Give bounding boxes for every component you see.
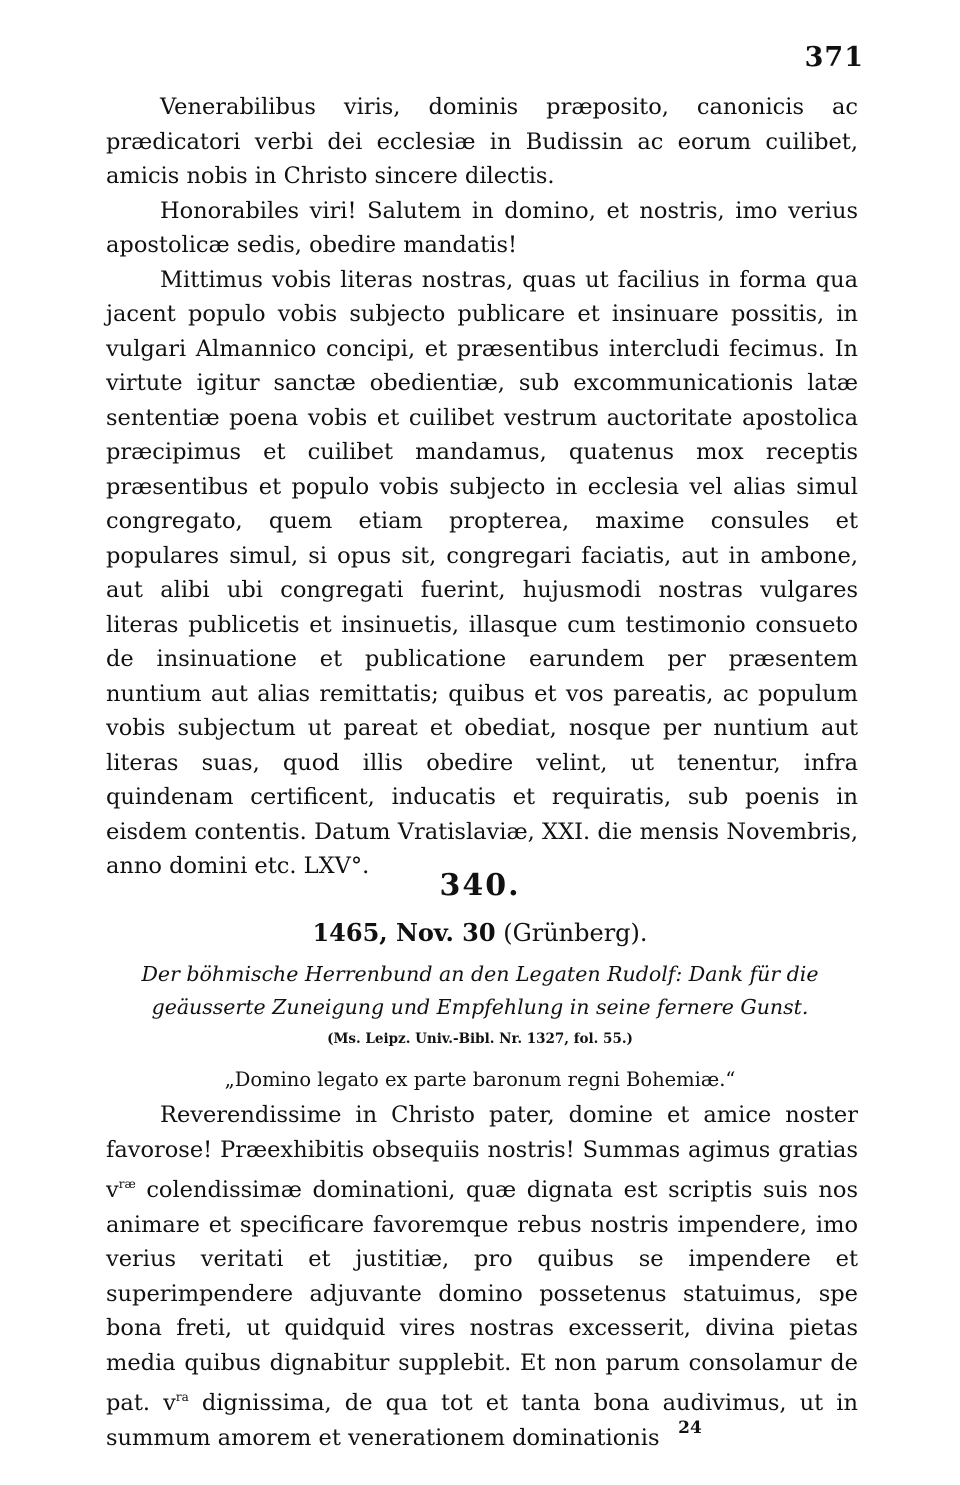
date-place: (Grünberg). [503,919,648,947]
letter-end [106,90,858,884]
address-line: „Domino legato ex parte baronum regni Bohemiæ.“ [224,1068,736,1091]
letter-paragraph [106,1098,858,1455]
document-number: 340. [439,868,521,903]
date-bold: 1465, Nov. 30 [312,918,496,947]
source-reference: (Ms. Leipz. Univ.-Bibl. Nr. 1327, fol. 55.) [327,1031,633,1047]
greeting-paragraph: Honorabiles viri! Salutem in domino, et nostris, imo verius apostolicæ sedis, obedire mandatis! [106,197,858,258]
letter-text-c: dignissima, de qua tot et tanta bona audivimus, ut in summum amorem et venerationem dominationis [106,1390,858,1451]
document-summary: Der böhmische Herrenbund an den Legaten Rudolf: Dank für die geäusserte Zuneigung und Empfehlung in seine fernere Gunst. [141,962,819,1019]
salutation-paragraph: Venerabilibus viris, dominis præposito, canonicis ac prædicatori verbi dei ecclesiæ in Budissin ac eorum cuilibet, amicis nobis in Christo sincere dilectis. [106,94,858,189]
superscript-abbrev: ra [175,1390,189,1404]
superscript-abbrev: ræ [118,1177,136,1191]
letter-body [106,1098,858,1455]
page-number: 371 [804,42,864,73]
document-date [0,918,960,947]
letter-text-a: Reverendissime in Christo pater, domine et amice noster favorose! Præexhibitis obsequiis nostris! Summas agimus gratias v [106,1102,858,1203]
signature-mark: 24 [678,1418,702,1438]
body-paragraph: Mittimus vobis literas nostras, quas ut facilius in forma qua jacent populo vobis subjecto publicare et insinuare possitis, in vulgari Almannico concipi, et præsentibus intercludi fecimus. In virtute igitur sanctæ obedientiæ, sub excommunicationis latæ sententiæ poena vobis et cuilibet vestrum auctoritate apostolica præcipimus et cuilibet mandamus, quatenus mox receptis præsentibus et populo vobis subjecto in ecclesia vel alias simul congregato, quem etiam propterea, maxime consules et populares simul, si opus sit, congregari faciatis, aut in ambone, aut alibi ubi congregati fuerint, hujusmodi nostras vulgares literas publicetis et insinuetis, illasque cum testimonio consueto de insinuatione et publicatione earundem per præsentem nuntium aut alias remittatis; quibus et vos pareatis, ac populum vobis subjectum ut pareat et obediat, nosque per nuntium aut literas suas, quod illis obedire velint, ut tenentur, infra quindenam certificent, inducatis et requiratis, sub poenis in eisdem contentis. Datum Vratislaviæ, XXI. die mensis Novembris, anno domini etc. LXV°. [106,266,858,879]
letter-text-b: colendissimæ dominationi, quæ dignata est scriptis suis nos animare et specificare favoremque rebus nostris impendere, imo verius veritati et justitiæ, pro quibus se impendere et superimpendere adjuvante domino possetenus statuimus, spe bona freti, ut quidquid vires nostras excesserit, divina pietas media quibus dignabitur supplebit. Et non parum consolamur de pat. v [106,1177,858,1416]
